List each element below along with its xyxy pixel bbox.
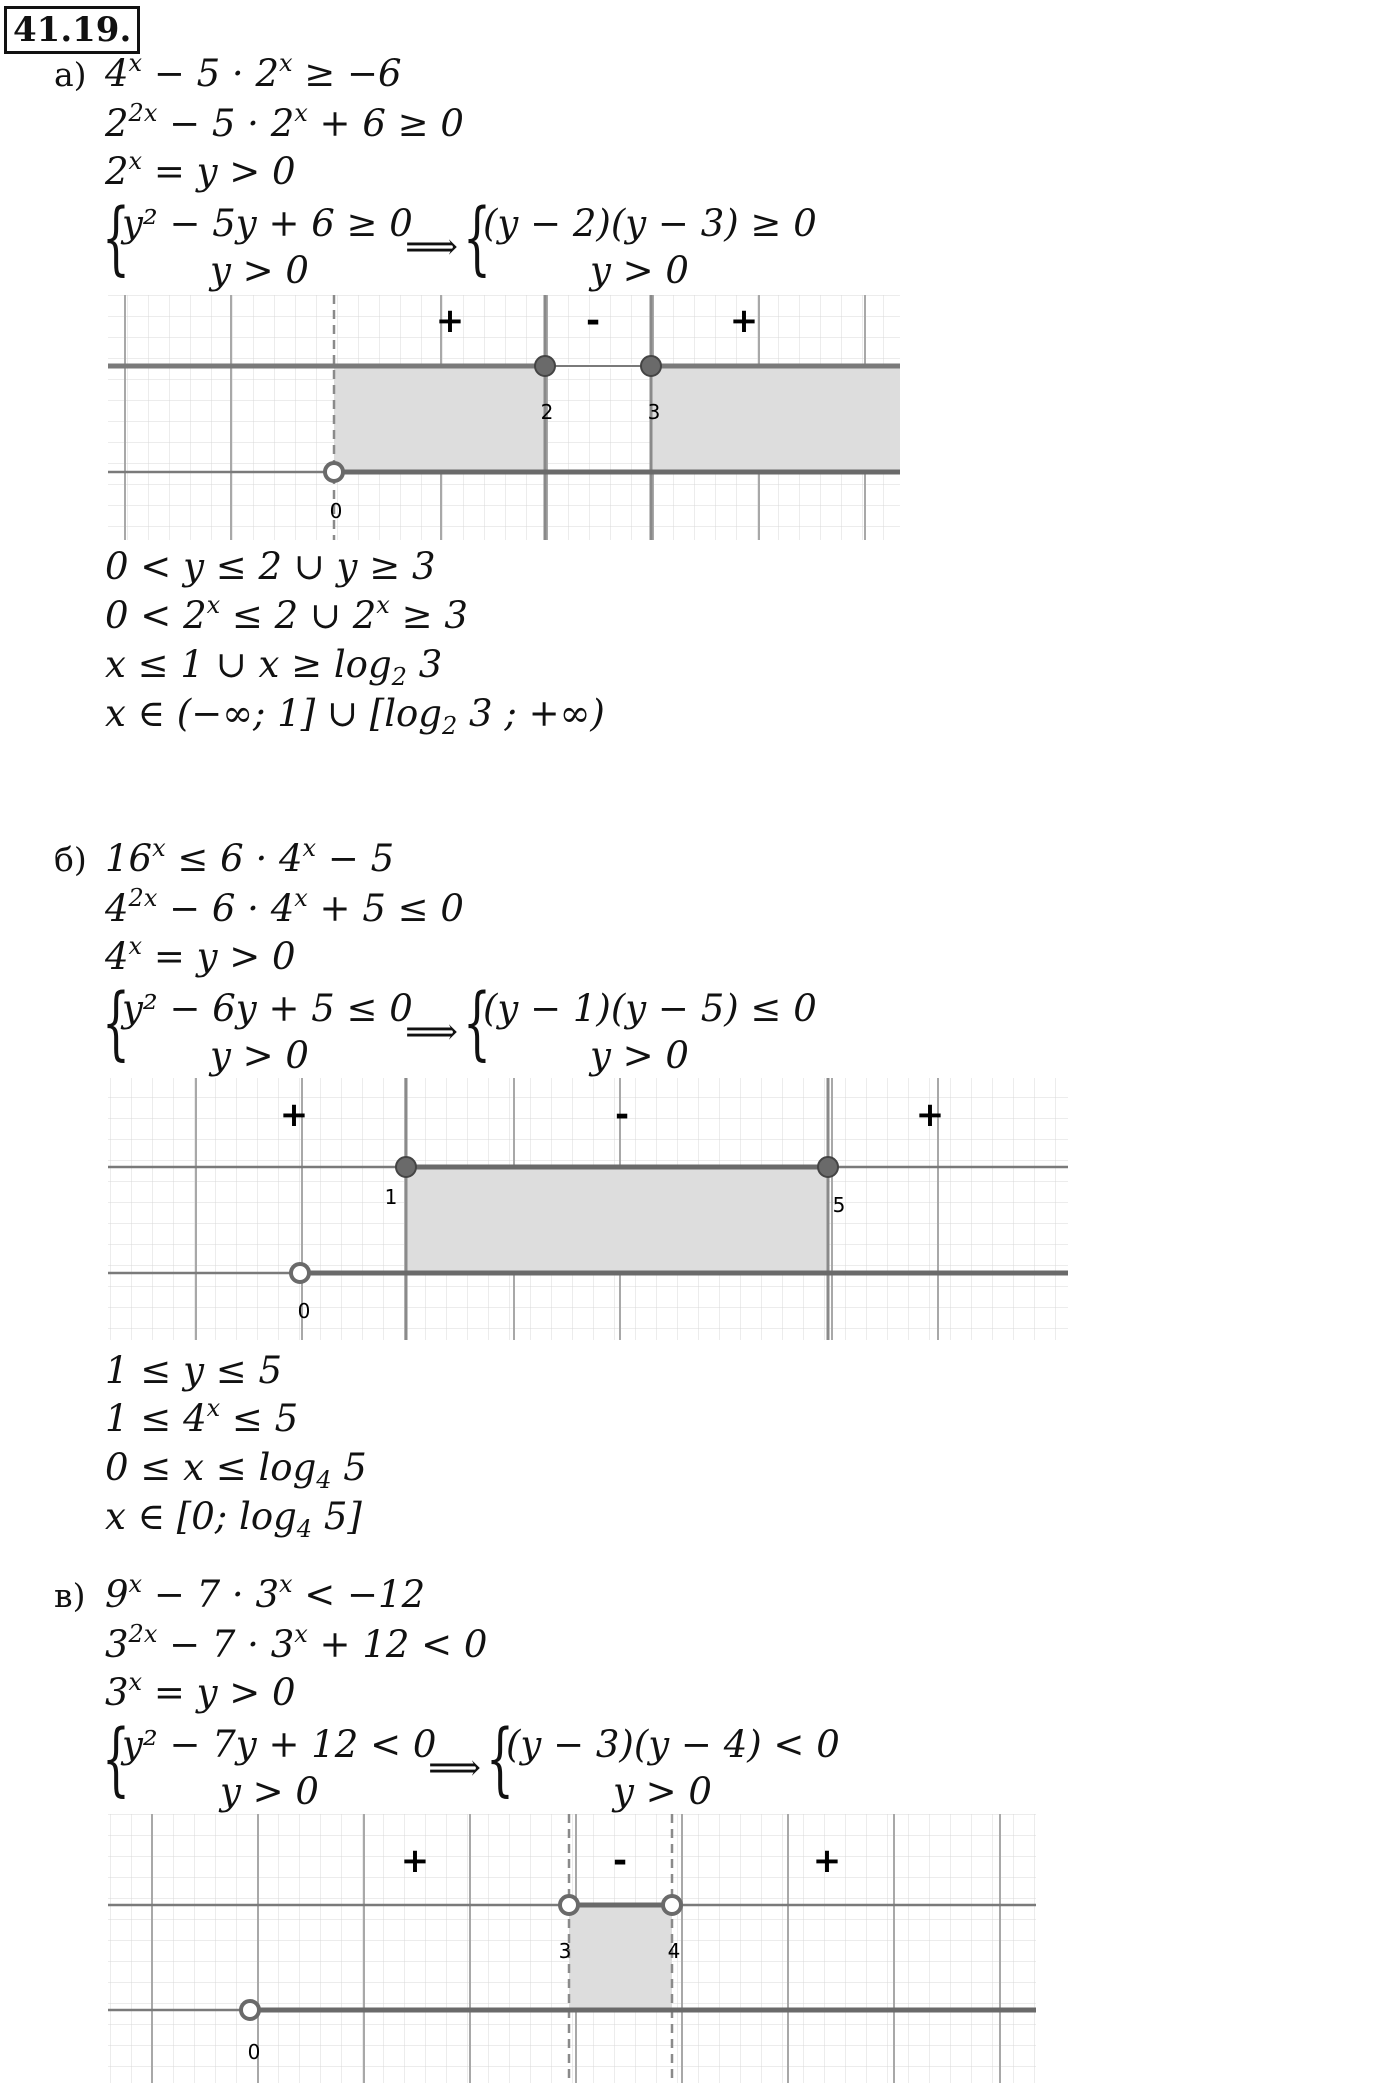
part-v-label: в) (54, 1576, 86, 1615)
part-b-answer-1: 1 ≤ y ≤ 5 (105, 1349, 283, 1392)
part-a-line-2: $2^{2x} - 5 \cdot 2^x + 6 \ge 0$ (105, 99, 464, 145)
part-a-sign-1: + (435, 301, 465, 341)
part-v-brace-left: { (102, 1712, 130, 1805)
part-b-point-0 (291, 1264, 309, 1282)
part-a-label-3: 3 (647, 400, 661, 424)
part-b-system-left-1: y² − 6y + 5 ≤ 0 (122, 987, 413, 1030)
part-a-sign-3: + (729, 301, 759, 341)
part-v-graph (108, 1814, 1036, 2083)
problem-number: 41.19. (4, 6, 140, 54)
part-a-line-3: $2^x = y > 0$ (105, 147, 296, 193)
part-a-system-right-2: y > 0 (590, 249, 689, 292)
part-b-system-left-2: y > 0 (210, 1034, 309, 1077)
part-b-brace-right: { (463, 976, 491, 1069)
part-b-answer-3: $0 \le x \le \log_4 5$ (105, 1446, 367, 1494)
part-v-arrow: ⟹ (428, 1746, 482, 1789)
part-b-label-0: 0 (297, 1299, 311, 1323)
part-v-sign-1: + (400, 1841, 430, 1881)
part-a-answer-3: x ≤ 1 ∪ $x \ge \log_2 3$ (105, 643, 443, 691)
part-v-system-left-2: y > 0 (220, 1770, 319, 1813)
part-v-point-3 (560, 1896, 578, 1914)
part-b-line-3: $4^x = y > 0$ (105, 932, 296, 978)
part-b-answer-2: $1 \le 4^x \le 5$ (105, 1394, 299, 1440)
part-b-line-1: $16^x \le 6 \cdot 4^x - 5$ (105, 834, 395, 880)
part-a-point-3 (641, 356, 661, 376)
part-v-point-0 (241, 2001, 259, 2019)
part-a-label-0: 0 (329, 499, 343, 523)
part-v-point-4 (663, 1896, 681, 1914)
part-a-label: а) (54, 55, 87, 94)
part-v-label-4: 4 (667, 1939, 681, 1963)
part-v-line-1: $9^x - 7 \cdot 3^x < -12$ (105, 1570, 426, 1616)
part-a-line-1: $4^x - 5 \cdot 2^x \ge -6$ (105, 49, 402, 95)
part-a-answer-2: $0 < 2^x \le 2$ ∪ $2^x \ge 3$ (105, 591, 468, 637)
part-a-system-right-1: (y − 2)(y − 3) ≥ 0 (483, 202, 817, 245)
part-a-arrow: ⟹ (405, 225, 459, 268)
part-v-system-left-1: y² − 7y + 12 < 0 (122, 1723, 437, 1766)
part-b-answer-4: x ∈ [0; $\log_4 5$] (105, 1495, 362, 1543)
part-v-label-0: 0 (247, 2040, 261, 2064)
part-v-system-right-2: y > 0 (613, 1770, 712, 1813)
part-v-line-3: $3^x = y > 0$ (105, 1668, 296, 1714)
part-b-point-1 (396, 1157, 416, 1177)
part-v-system-right-1: (y − 3)(y − 4) < 0 (506, 1723, 840, 1766)
part-a-brace-left: { (102, 191, 130, 284)
part-a-answer-1: 0 < y ≤ 2 ∪ y ≥ 3 (105, 545, 436, 588)
part-a-system-left-2: y > 0 (210, 249, 309, 292)
part-a-label-2: 2 (540, 400, 554, 424)
part-a-brace-right: { (463, 191, 491, 284)
part-b-sign-1: + (279, 1095, 309, 1135)
part-a-system-left-1: y² − 5y + 6 ≥ 0 (122, 202, 413, 245)
part-b-label-5: 5 (832, 1193, 846, 1217)
part-b-sign-3: + (915, 1095, 945, 1135)
part-b-arrow: ⟹ (405, 1010, 459, 1053)
part-a-point-0 (325, 463, 343, 481)
part-a-answer-4: x ∈ (−∞; 1] ∪ [$\log_2$ 3 ; +∞) (105, 692, 605, 740)
part-a-sign-2: - (585, 301, 601, 341)
part-b-brace-left: { (102, 976, 130, 1069)
part-b-point-5 (818, 1157, 838, 1177)
part-v-line-2: $3^{2x} - 7 \cdot 3^x + 12 < 0$ (105, 1620, 488, 1666)
part-b-sign-2: - (614, 1095, 630, 1135)
part-b-system-right-2: y > 0 (590, 1034, 689, 1077)
part-b-system-right-1: (y − 1)(y − 5) ≤ 0 (483, 987, 817, 1030)
part-v-brace-right: { (486, 1712, 514, 1805)
part-b-graph (108, 1078, 1068, 1340)
part-v-sign-3: + (812, 1841, 842, 1881)
part-b-line-2: $4^{2x} - 6 \cdot 4^x + 5 \le 0$ (105, 884, 464, 930)
part-b-label: б) (54, 840, 87, 879)
part-a-graph (108, 295, 900, 540)
part-b-label-1: 1 (384, 1185, 398, 1209)
part-a-point-2 (535, 356, 555, 376)
part-v-label-3: 3 (558, 1939, 572, 1963)
part-v-sign-2: - (612, 1841, 628, 1881)
